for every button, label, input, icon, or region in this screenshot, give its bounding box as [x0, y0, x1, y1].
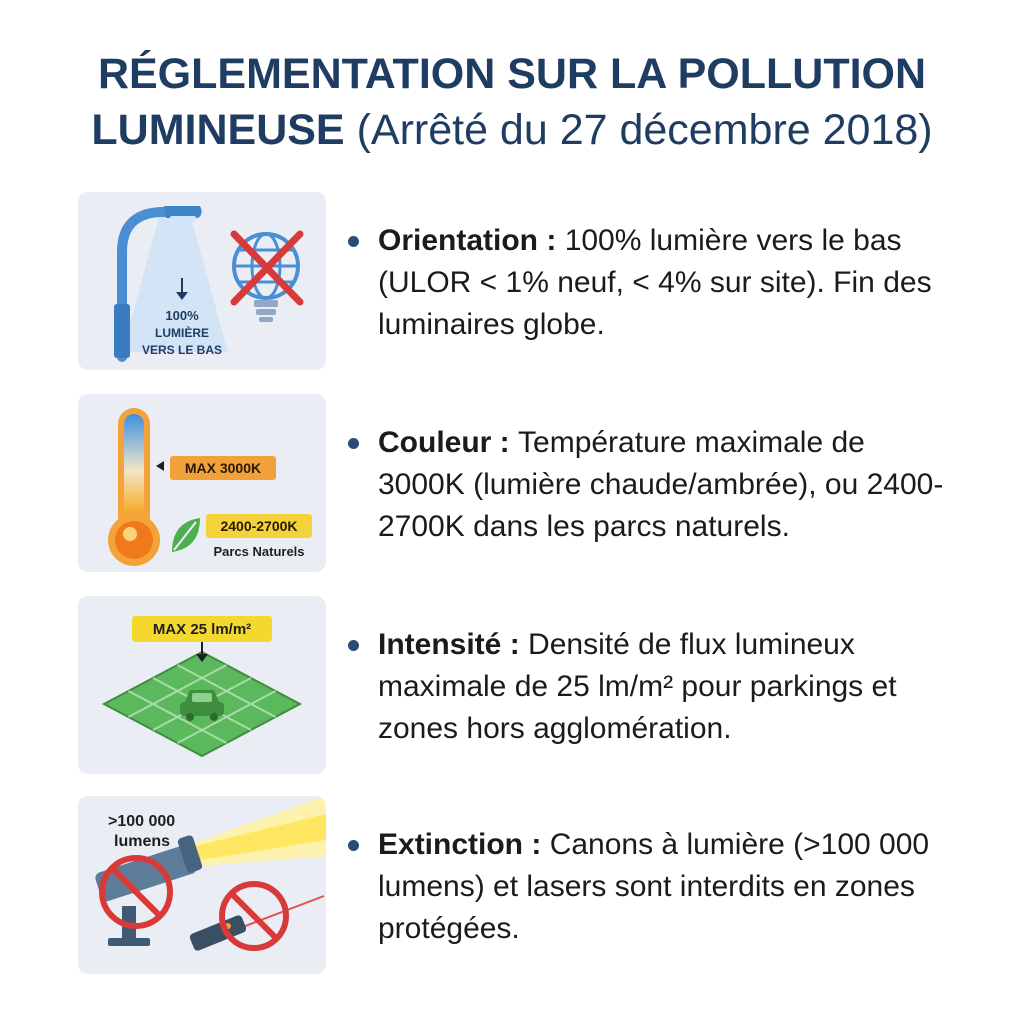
- couleur-label-parcs: Parcs Naturels: [213, 544, 305, 559]
- title-line-2: [0, 102, 1024, 158]
- intensite-text: [348, 624, 948, 750]
- intensite-heading: Intensité: [378, 628, 502, 661]
- orientation-text: [348, 220, 948, 346]
- thermometer-icon: [78, 394, 326, 572]
- couleur-label-range: 2400-2700K: [220, 518, 298, 534]
- rule-orientation: [78, 192, 948, 372]
- extinction-heading: Extinction: [378, 828, 524, 861]
- title-line-1: RÉGLEMENTATION SUR LA POLLUTION: [97, 50, 927, 98]
- orientation-label-2: LUMIÈRE: [155, 326, 209, 340]
- extinction-text: [348, 824, 948, 950]
- orientation-body: 100% lumière vers le bas (ULOR < 1% neuf, < 4% sur site). Fin des luminaires globe.: [378, 224, 932, 341]
- intensite-label: MAX 25 lm/m²: [152, 621, 252, 638]
- light-cannon-icon: [78, 796, 326, 974]
- extinction-label-2: lumens: [114, 833, 171, 850]
- extinction-sep: :: [523, 828, 550, 861]
- title-line-2-light: (Arrêté du 27 décembre 2018): [356, 106, 933, 154]
- rule-intensite: [78, 596, 948, 776]
- orientation-label-1: 100%: [165, 308, 199, 323]
- title-line-2-bold: LUMINEUSE: [91, 106, 345, 154]
- intensite-body: Densité de flux lumineux maximale de 25 lm/m² pour parkings et zones hors agglomération.: [378, 628, 897, 745]
- intensite-sep: :: [501, 628, 529, 661]
- couleur-text: [348, 422, 948, 548]
- couleur-heading: Couleur: [378, 426, 492, 459]
- prohibited-sign-icon: [222, 884, 286, 948]
- searchlight-icon: [94, 834, 203, 946]
- rule-couleur: [78, 394, 948, 574]
- couleur-label-max: MAX 3000K: [184, 460, 262, 476]
- couleur-body: Température maximale de 3000K (lumière chaude/ambrée), ou 2400-2700K dans les parcs naturels.: [378, 426, 944, 543]
- extinction-body: Canons à lumière (>100 000 lumens) et lasers sont interdits en zones protégées.: [378, 828, 930, 945]
- intensite-panel: [78, 596, 326, 774]
- orientation-label-3: VERS LE BAS: [141, 343, 223, 357]
- street-lamp-icon: [78, 192, 326, 370]
- orientation-sep: :: [538, 224, 565, 257]
- parking-grid-icon: [78, 596, 326, 774]
- page-title: [0, 46, 1024, 158]
- orientation-heading: Orientation: [378, 224, 539, 257]
- couleur-sep: :: [491, 426, 519, 459]
- extinction-label-1: >100 000: [108, 813, 176, 830]
- couleur-panel: [78, 394, 326, 572]
- orientation-panel: [78, 192, 326, 370]
- extinction-panel: [78, 796, 326, 974]
- prohibited-cross-icon: [234, 234, 300, 302]
- rule-extinction: [78, 796, 948, 976]
